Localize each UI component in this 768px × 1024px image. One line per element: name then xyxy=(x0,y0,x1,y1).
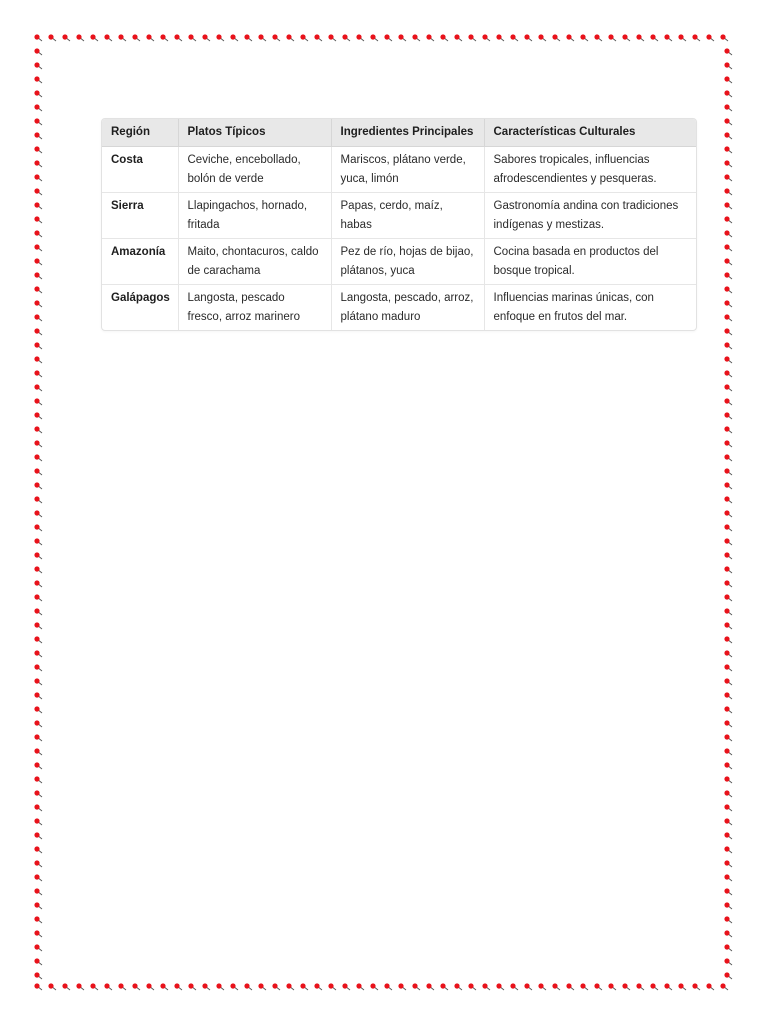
cell-region: Sierra xyxy=(102,193,178,239)
pin-dot-icon xyxy=(34,188,42,195)
pin-dot-icon xyxy=(90,983,98,990)
pin-dot-icon xyxy=(650,34,658,41)
pin-dot-icon xyxy=(724,314,732,321)
pin-dot-icon xyxy=(724,216,732,223)
pin-dot-icon xyxy=(34,650,42,657)
pin-dot-icon xyxy=(118,983,126,990)
pin-dot-icon xyxy=(724,468,732,475)
pin-dot-icon xyxy=(34,860,42,867)
pin-dot-icon xyxy=(440,34,448,41)
pin-dot-icon xyxy=(664,983,672,990)
pin-dot-icon xyxy=(724,398,732,405)
cell-region: Amazonía xyxy=(102,239,178,285)
pin-dot-icon xyxy=(496,34,504,41)
table-row xyxy=(102,285,696,331)
pin-dot-icon xyxy=(482,34,490,41)
pin-dot-icon xyxy=(724,384,732,391)
pin-dot-icon xyxy=(286,983,294,990)
pin-dot-icon xyxy=(34,286,42,293)
pin-dot-icon xyxy=(174,983,182,990)
pin-dot-icon xyxy=(724,748,732,755)
pin-dot-icon xyxy=(34,762,42,769)
pin-dot-icon xyxy=(286,34,294,41)
pin-dot-icon xyxy=(724,692,732,699)
header-ingredients: Ingredientes Principales xyxy=(331,119,484,147)
pin-dot-icon xyxy=(34,888,42,895)
pin-dot-icon xyxy=(724,776,732,783)
pin-dot-icon xyxy=(724,90,732,97)
pin-dot-icon xyxy=(724,412,732,419)
header-culture: Características Culturales xyxy=(484,119,696,147)
header-dishes: Platos Típicos xyxy=(178,119,331,147)
pin-dot-icon xyxy=(724,118,732,125)
pin-dot-icon xyxy=(34,748,42,755)
pin-dot-icon xyxy=(724,370,732,377)
pin-dot-icon xyxy=(356,34,364,41)
pin-dot-icon xyxy=(724,300,732,307)
pin-dot-icon xyxy=(724,804,732,811)
pin-dot-icon xyxy=(118,34,126,41)
pin-dot-icon xyxy=(724,48,732,55)
pin-dot-icon xyxy=(724,524,732,531)
pin-dot-icon xyxy=(34,664,42,671)
pin-dot-icon xyxy=(34,258,42,265)
pin-dot-icon xyxy=(258,34,266,41)
pin-dot-icon xyxy=(34,916,42,923)
pin-dot-icon xyxy=(48,34,56,41)
pin-dot-icon xyxy=(34,370,42,377)
pin-dot-icon xyxy=(300,983,308,990)
pin-dot-icon xyxy=(34,48,42,55)
pin-dot-icon xyxy=(34,62,42,69)
pin-dot-icon xyxy=(34,160,42,167)
pin-dot-icon xyxy=(34,622,42,629)
table-row xyxy=(102,193,696,239)
pin-dot-icon xyxy=(34,342,42,349)
pin-dot-icon xyxy=(468,34,476,41)
pin-dot-icon xyxy=(230,983,238,990)
pin-dot-icon xyxy=(724,328,732,335)
pin-dot-icon xyxy=(608,983,616,990)
cell-dishes: Ceviche, encebollado, bolón de verde xyxy=(178,147,331,193)
pin-dot-icon xyxy=(34,132,42,139)
pin-dot-icon xyxy=(34,412,42,419)
pin-dot-icon xyxy=(34,272,42,279)
pin-dot-icon xyxy=(34,944,42,951)
pin-dot-icon xyxy=(90,34,98,41)
pin-dot-icon xyxy=(34,580,42,587)
pin-dot-icon xyxy=(160,983,168,990)
pin-dot-icon xyxy=(724,874,732,881)
pin-dot-icon xyxy=(678,983,686,990)
pin-dot-icon xyxy=(724,818,732,825)
pin-dot-icon xyxy=(724,608,732,615)
cell-ingredients: Mariscos, plátano verde, yuca, limón xyxy=(331,147,484,193)
pin-dot-icon xyxy=(412,983,420,990)
pin-dot-icon xyxy=(34,440,42,447)
pin-dot-icon xyxy=(724,972,732,979)
pin-dot-icon xyxy=(724,552,732,559)
pin-dot-icon xyxy=(412,34,420,41)
pin-dot-icon xyxy=(34,104,42,111)
pin-dot-icon xyxy=(538,983,546,990)
pin-dot-icon xyxy=(724,664,732,671)
pin-dot-icon xyxy=(244,34,252,41)
pin-dot-icon xyxy=(724,356,732,363)
cell-culture: Sabores tropicales, influencias afrodescendientes y pesqueras. xyxy=(484,147,696,193)
pin-dot-icon xyxy=(724,482,732,489)
pin-dot-icon xyxy=(34,983,42,990)
pin-dot-icon xyxy=(342,34,350,41)
pin-dot-icon xyxy=(34,398,42,405)
pin-dot-icon xyxy=(76,34,84,41)
pin-dot-icon xyxy=(104,983,112,990)
pin-dot-icon xyxy=(724,566,732,573)
pin-dot-icon xyxy=(174,34,182,41)
pin-dot-icon xyxy=(724,678,732,685)
pin-dot-icon xyxy=(216,34,224,41)
pin-dot-icon xyxy=(132,983,140,990)
pin-dot-icon xyxy=(724,426,732,433)
pin-dot-icon xyxy=(724,244,732,251)
pin-dot-icon xyxy=(34,538,42,545)
pin-dot-icon xyxy=(724,720,732,727)
pin-dot-icon xyxy=(258,983,266,990)
pin-dot-icon xyxy=(580,34,588,41)
pin-dot-icon xyxy=(146,34,154,41)
pin-dot-icon xyxy=(34,384,42,391)
pin-dot-icon xyxy=(724,622,732,629)
pin-dot-icon xyxy=(34,552,42,559)
pin-dot-icon xyxy=(34,90,42,97)
pin-dot-icon xyxy=(566,34,574,41)
pin-dot-icon xyxy=(34,328,42,335)
pin-dot-icon xyxy=(62,983,70,990)
pin-dot-icon xyxy=(724,846,732,853)
pin-dot-icon xyxy=(724,832,732,839)
pin-dot-icon xyxy=(216,983,224,990)
pin-dot-icon xyxy=(328,983,336,990)
pin-dot-icon xyxy=(34,34,42,41)
pin-dot-icon xyxy=(34,216,42,223)
pin-dot-icon xyxy=(724,286,732,293)
pin-dot-icon xyxy=(48,983,56,990)
pin-dot-icon xyxy=(706,34,714,41)
pin-dot-icon xyxy=(724,188,732,195)
cell-dishes: Maito, chontacuros, caldo de carachama xyxy=(178,239,331,285)
cell-culture: Cocina basada en productos del bosque tropical. xyxy=(484,239,696,285)
pin-dot-icon xyxy=(188,34,196,41)
pin-dot-icon xyxy=(34,636,42,643)
pin-dot-icon xyxy=(482,983,490,990)
cell-dishes: Llapingachos, hornado, fritada xyxy=(178,193,331,239)
pin-dot-icon xyxy=(594,34,602,41)
pin-dot-icon xyxy=(724,132,732,139)
pin-dot-icon xyxy=(314,34,322,41)
pin-dot-icon xyxy=(706,983,714,990)
pin-dot-icon xyxy=(34,818,42,825)
pin-dot-icon xyxy=(398,34,406,41)
pin-dot-icon xyxy=(384,983,392,990)
table-row xyxy=(102,239,696,285)
gastronomy-table xyxy=(101,118,697,331)
regions-table xyxy=(102,119,696,330)
pin-dot-icon xyxy=(724,454,732,461)
pin-dot-icon xyxy=(34,496,42,503)
pin-dot-icon xyxy=(188,983,196,990)
pin-dot-icon xyxy=(34,468,42,475)
pin-dot-icon xyxy=(34,244,42,251)
pin-dot-icon xyxy=(34,874,42,881)
pin-dot-icon xyxy=(370,34,378,41)
pin-dot-icon xyxy=(34,678,42,685)
pin-dot-icon xyxy=(34,300,42,307)
pin-dot-icon xyxy=(594,983,602,990)
pin-dot-icon xyxy=(272,34,280,41)
cell-region: Costa xyxy=(102,147,178,193)
pin-dot-icon xyxy=(230,34,238,41)
pin-dot-icon xyxy=(510,34,518,41)
pin-dot-icon xyxy=(34,776,42,783)
table-row xyxy=(102,147,696,193)
pin-dot-icon xyxy=(566,983,574,990)
pin-dot-icon xyxy=(720,983,728,990)
pin-dot-icon xyxy=(724,538,732,545)
pin-dot-icon xyxy=(524,34,532,41)
pin-dot-icon xyxy=(440,983,448,990)
header-region: Región xyxy=(102,119,178,147)
pin-dot-icon xyxy=(454,983,462,990)
pin-dot-icon xyxy=(202,983,210,990)
pin-dot-icon xyxy=(342,983,350,990)
pin-dot-icon xyxy=(62,34,70,41)
pin-dot-icon xyxy=(724,440,732,447)
pin-dot-icon xyxy=(34,846,42,853)
pin-dot-icon xyxy=(724,706,732,713)
pin-dot-icon xyxy=(724,916,732,923)
pin-dot-icon xyxy=(34,706,42,713)
pin-dot-icon xyxy=(724,580,732,587)
pin-dot-icon xyxy=(34,230,42,237)
cell-dishes: Langosta, pescado fresco, arroz marinero xyxy=(178,285,331,331)
pin-dot-icon xyxy=(34,426,42,433)
pin-dot-icon xyxy=(724,202,732,209)
pin-dot-icon xyxy=(608,34,616,41)
pin-dot-icon xyxy=(426,34,434,41)
pin-dot-icon xyxy=(552,34,560,41)
pin-dot-icon xyxy=(720,34,728,41)
pin-dot-icon xyxy=(636,34,644,41)
pin-dot-icon xyxy=(356,983,364,990)
pin-dot-icon xyxy=(244,983,252,990)
pin-dot-icon xyxy=(132,34,140,41)
pin-dot-icon xyxy=(724,510,732,517)
pin-dot-icon xyxy=(328,34,336,41)
cell-ingredients: Pez de río, hojas de bijao, plátanos, yuca xyxy=(331,239,484,285)
pin-dot-icon xyxy=(678,34,686,41)
pin-dot-icon xyxy=(724,104,732,111)
cell-ingredients: Langosta, pescado, arroz, plátano maduro xyxy=(331,285,484,331)
pin-dot-icon xyxy=(538,34,546,41)
pin-dot-icon xyxy=(34,202,42,209)
pin-dot-icon xyxy=(724,62,732,69)
pin-dot-icon xyxy=(724,790,732,797)
pin-dot-icon xyxy=(724,902,732,909)
pin-dot-icon xyxy=(34,524,42,531)
pin-dot-icon xyxy=(724,160,732,167)
pin-dot-icon xyxy=(724,258,732,265)
pin-dot-icon xyxy=(664,34,672,41)
pin-dot-icon xyxy=(34,356,42,363)
pin-dot-icon xyxy=(160,34,168,41)
pin-dot-icon xyxy=(34,510,42,517)
pin-dot-icon xyxy=(724,594,732,601)
pin-dot-icon xyxy=(724,930,732,937)
pin-dot-icon xyxy=(426,983,434,990)
pin-dot-icon xyxy=(384,34,392,41)
table-header-row xyxy=(102,119,696,147)
pin-dot-icon xyxy=(724,734,732,741)
pin-dot-icon xyxy=(580,983,588,990)
pin-dot-icon xyxy=(724,944,732,951)
pin-dot-icon xyxy=(34,566,42,573)
pin-dot-icon xyxy=(454,34,462,41)
pin-dot-icon xyxy=(34,902,42,909)
pin-dot-icon xyxy=(34,804,42,811)
pin-dot-icon xyxy=(34,314,42,321)
pin-dot-icon xyxy=(510,983,518,990)
pin-dot-icon xyxy=(314,983,322,990)
pin-dot-icon xyxy=(34,118,42,125)
pin-dot-icon xyxy=(724,496,732,503)
pin-dot-icon xyxy=(724,650,732,657)
pin-dot-icon xyxy=(272,983,280,990)
pin-dot-icon xyxy=(370,983,378,990)
pin-dot-icon xyxy=(724,174,732,181)
pin-dot-icon xyxy=(34,482,42,489)
pin-dot-icon xyxy=(34,790,42,797)
pin-dot-icon xyxy=(34,692,42,699)
cell-region: Galápagos xyxy=(102,285,178,331)
pin-dot-icon xyxy=(146,983,154,990)
pin-dot-icon xyxy=(724,76,732,83)
pin-dot-icon xyxy=(34,720,42,727)
pin-dot-icon xyxy=(724,230,732,237)
pin-dot-icon xyxy=(724,146,732,153)
pin-dot-icon xyxy=(468,983,476,990)
cell-culture: Influencias marinas únicas, con enfoque en frutos del mar. xyxy=(493,292,654,323)
pin-dot-icon xyxy=(724,860,732,867)
pin-dot-icon xyxy=(34,972,42,979)
pin-dot-icon xyxy=(300,34,308,41)
pin-dot-icon xyxy=(724,636,732,643)
pin-dot-icon xyxy=(398,983,406,990)
cell-ingredients: Papas, cerdo, maíz, habas xyxy=(331,193,484,239)
pin-dot-icon xyxy=(692,983,700,990)
pin-dot-icon xyxy=(724,272,732,279)
pin-dot-icon xyxy=(692,34,700,41)
pin-dot-icon xyxy=(34,832,42,839)
pin-dot-icon xyxy=(650,983,658,990)
pin-dot-icon xyxy=(636,983,644,990)
pin-dot-icon xyxy=(34,734,42,741)
pin-dot-icon xyxy=(724,888,732,895)
pin-dot-icon xyxy=(34,146,42,153)
pin-dot-icon xyxy=(34,454,42,461)
pin-dot-icon xyxy=(34,594,42,601)
pin-dot-icon xyxy=(622,34,630,41)
pin-dot-icon xyxy=(34,76,42,83)
pin-dot-icon xyxy=(34,174,42,181)
pin-dot-icon xyxy=(724,342,732,349)
pin-dot-icon xyxy=(524,983,532,990)
pin-dot-icon xyxy=(724,958,732,965)
cell-culture: Gastronomía andina con tradiciones indígenas y mestizas. xyxy=(484,193,696,239)
pin-dot-icon xyxy=(104,34,112,41)
pin-dot-icon xyxy=(76,983,84,990)
pin-dot-icon xyxy=(622,983,630,990)
pin-dot-icon xyxy=(34,930,42,937)
pin-dot-icon xyxy=(724,762,732,769)
pin-dot-icon xyxy=(552,983,560,990)
pin-dot-icon xyxy=(202,34,210,41)
pin-dot-icon xyxy=(34,958,42,965)
pin-dot-icon xyxy=(496,983,504,990)
pin-dot-icon xyxy=(34,608,42,615)
